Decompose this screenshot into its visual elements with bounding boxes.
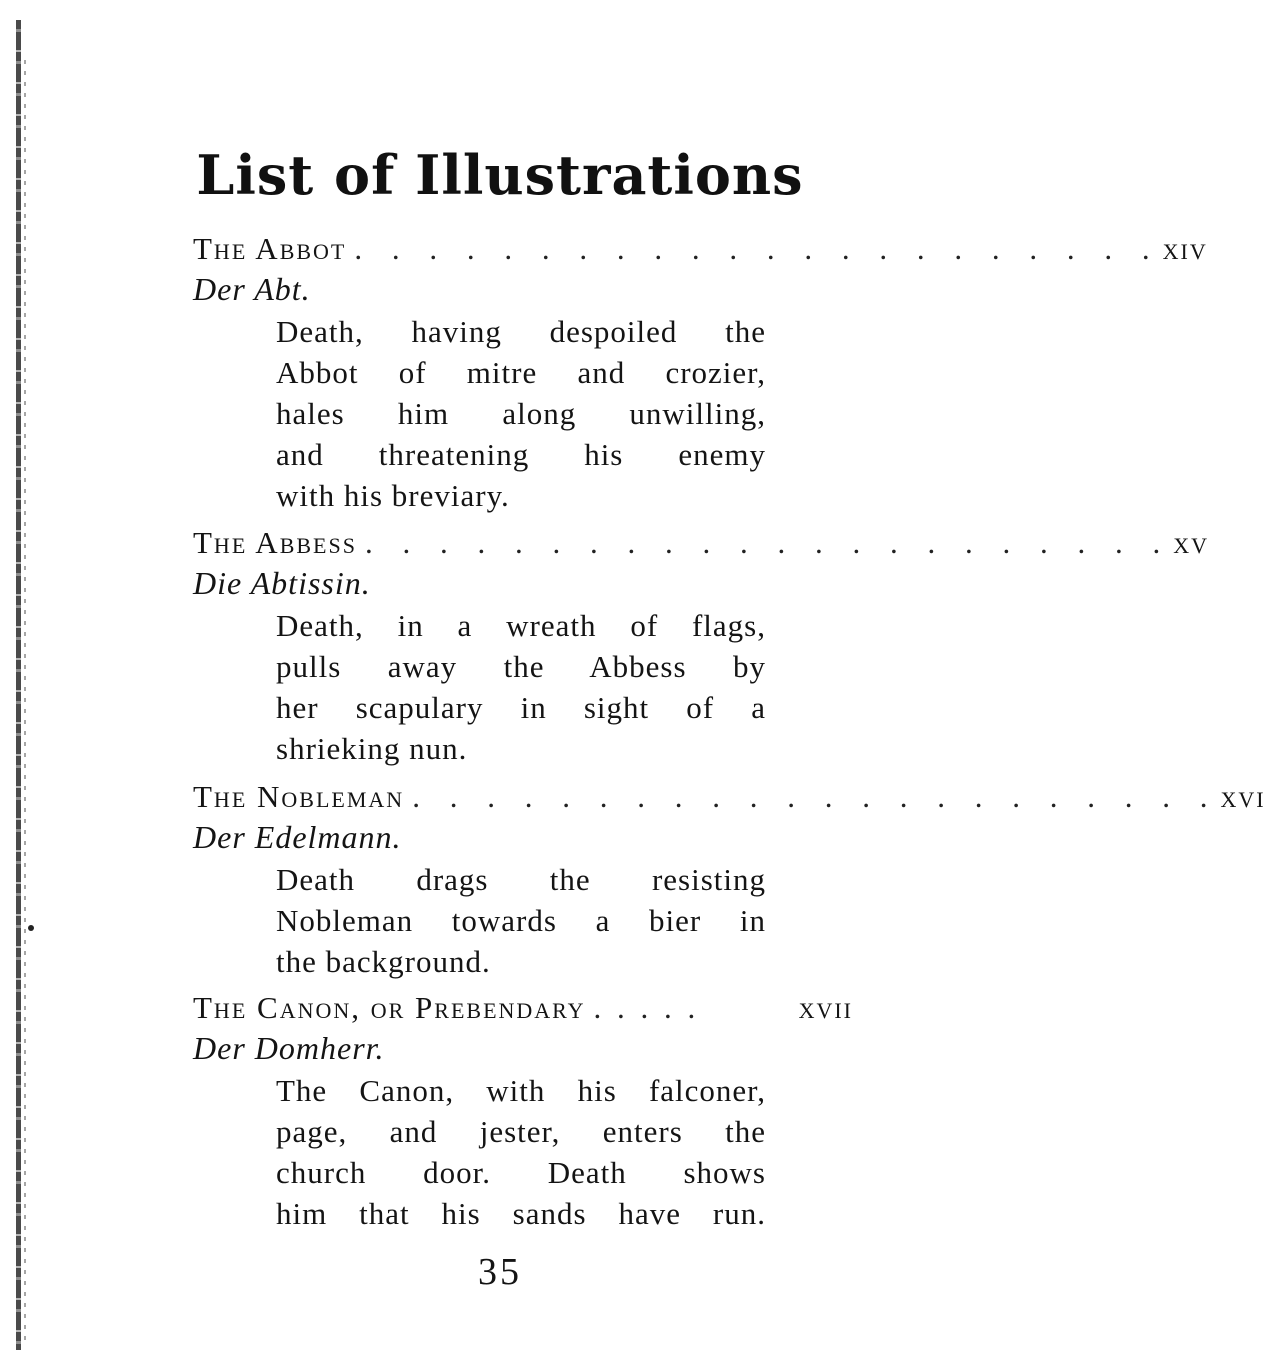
description-line: with his breviary.: [276, 478, 510, 513]
illustration-entry-nobleman: [193, 777, 1266, 982]
entry-title: The Nobleman: [193, 779, 405, 814]
entry-description: [276, 1070, 766, 1234]
entry-description: [276, 605, 766, 769]
description-line: page, and jester, enters the: [276, 1114, 766, 1149]
page-number: 35: [478, 1251, 522, 1293]
description-line: church door. Death shows: [276, 1155, 766, 1190]
description-line: her scapulary in sight of a: [276, 690, 766, 725]
entry-heading: [193, 229, 1208, 269]
description-line: shrieking nun.: [276, 731, 468, 766]
dot-leader: . . . . .: [593, 990, 700, 1025]
description-line: him that his sands have run.: [276, 1196, 766, 1231]
plate-number: xvii: [798, 990, 853, 1025]
plate-number: xiv: [1162, 231, 1208, 266]
plate-number: xvi: [1220, 779, 1266, 814]
description-line: Death, having despoiled the: [276, 314, 766, 349]
entry-title: The Abbess: [193, 525, 357, 560]
description-line: Death, in a wreath of flags,: [276, 608, 766, 643]
entry-title: The Canon, or Prebendary: [193, 990, 586, 1025]
german-title: Die Abtissin.: [193, 565, 371, 601]
german-title: Der Edelmann.: [193, 819, 402, 855]
entry-description: [276, 311, 766, 516]
german-title: Der Abt.: [193, 271, 311, 307]
description-line: Death drags the resisting: [276, 862, 766, 897]
dot-leader: . . . . . . . . . . . . . . . . . . . . . .: [354, 231, 1161, 266]
description-line: hales him along unwilling,: [276, 396, 766, 431]
entry-heading: [193, 523, 1209, 563]
illustration-entry-canon: [193, 988, 853, 1234]
page-title: List of Illustrations: [196, 143, 804, 207]
description-line: Abbot of mitre and crozier,: [276, 355, 766, 390]
description-line: pulls away the Abbess by: [276, 649, 766, 684]
entry-heading: [193, 988, 853, 1028]
binding-mark: [28, 925, 34, 931]
illustration-entry-abbot: [193, 229, 1208, 516]
binding-edge-shadow: [24, 60, 26, 1340]
description-line: and threatening his enemy: [276, 437, 766, 472]
description-line: The Canon, with his falconer,: [276, 1073, 766, 1108]
german-title: Der Domherr.: [193, 1030, 385, 1066]
plate-number: xv: [1173, 525, 1209, 560]
illustration-entry-abbess: [193, 523, 1209, 769]
entry-heading: [193, 777, 1266, 817]
description-line: Nobleman towards a bier in: [276, 903, 766, 938]
description-line: the background.: [276, 944, 491, 979]
dot-leader: . . . . . . . . . . . . . . . . . . . . . .: [364, 525, 1172, 560]
entry-title: The Abbot: [193, 231, 347, 266]
entry-description: [276, 859, 766, 982]
dot-leader: . . . . . . . . . . . . . . . . . . . . . .: [412, 779, 1219, 814]
binding-edge: [16, 20, 21, 1350]
